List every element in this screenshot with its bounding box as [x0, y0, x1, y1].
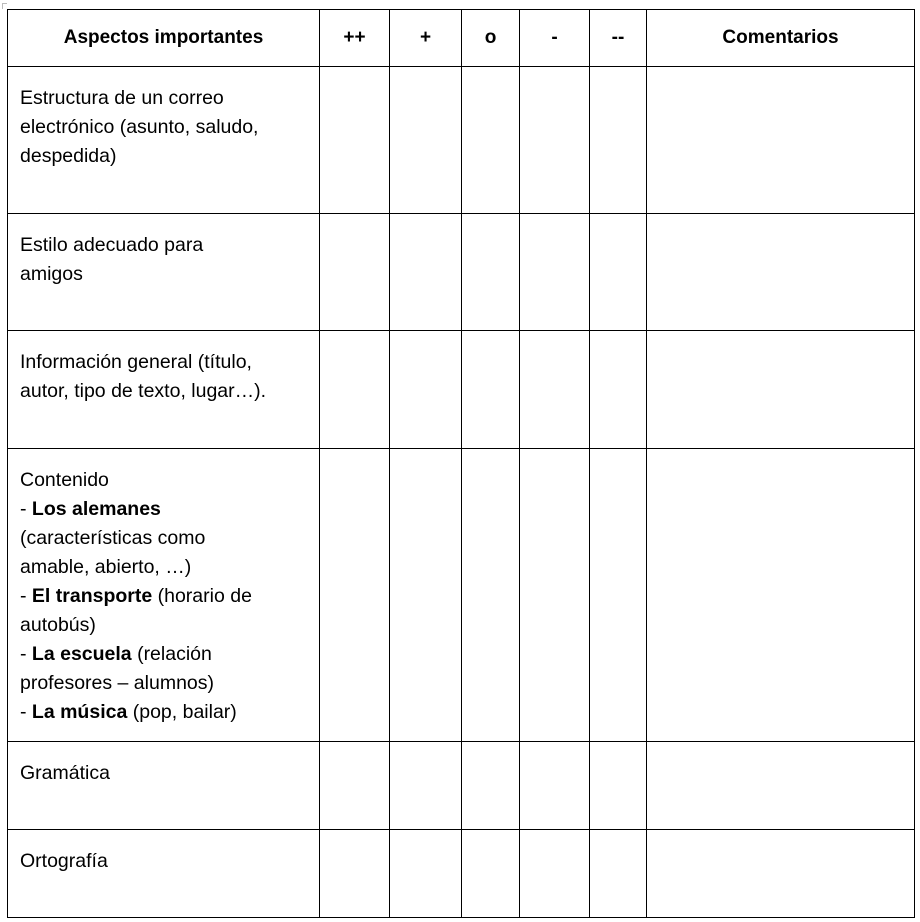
item-rest: (pop, bailar) — [127, 701, 237, 723]
header-row — [8, 10, 915, 67]
rating-cell-good[interactable] — [390, 830, 462, 918]
comment-cell[interactable] — [647, 214, 915, 331]
rating-cell-bad[interactable] — [520, 331, 590, 449]
aspect-cell-structure — [8, 67, 320, 214]
table-row — [8, 830, 915, 918]
aspect-text-line: Información general (título, — [20, 351, 252, 373]
table-row — [8, 67, 915, 214]
aspect-text-line: Estilo adecuado para — [20, 234, 204, 256]
rating-cell-bad[interactable] — [520, 830, 590, 918]
rating-cell-very-good[interactable] — [320, 830, 390, 918]
rating-cell-neutral[interactable] — [462, 449, 520, 742]
comment-cell[interactable] — [647, 449, 915, 742]
table-row — [8, 331, 915, 449]
item-bold: El transporte — [31, 585, 153, 607]
rating-cell-bad[interactable] — [520, 449, 590, 742]
rating-cell-very-bad[interactable] — [590, 67, 647, 214]
rating-cell-neutral[interactable] — [462, 331, 520, 449]
rating-cell-neutral[interactable] — [462, 742, 520, 830]
rating-cell-neutral[interactable] — [462, 67, 520, 214]
aspect-cell-style — [8, 214, 320, 331]
aspect-cell-spelling — [8, 830, 320, 918]
header-very-good: ++ — [320, 10, 390, 67]
comment-cell[interactable] — [647, 331, 915, 449]
comment-cell[interactable] — [647, 742, 915, 830]
rating-cell-good[interactable] — [390, 67, 462, 214]
aspect-text-line: electrónico (asunto, saludo, — [20, 116, 259, 138]
header-very-bad: -- — [590, 10, 647, 67]
header-comments: Comentarios — [647, 10, 915, 67]
comment-cell[interactable] — [647, 830, 915, 918]
rating-cell-very-good[interactable] — [320, 449, 390, 742]
rating-cell-neutral[interactable] — [462, 214, 520, 331]
rating-cell-very-good[interactable] — [320, 742, 390, 830]
aspect-cell-content — [8, 449, 320, 742]
table-row — [8, 449, 915, 742]
content-item — [20, 495, 309, 524]
item-prefix: - — [20, 585, 32, 607]
aspect-text-line: despedida) — [20, 145, 117, 167]
rating-cell-good[interactable] — [390, 214, 462, 331]
evaluation-rubric-table — [7, 9, 915, 918]
aspect-cell-general-info — [8, 331, 320, 449]
rating-cell-good[interactable] — [390, 331, 462, 449]
comment-cell[interactable] — [647, 67, 915, 214]
item-prefix: - — [20, 643, 32, 665]
aspect-cell-grammar — [8, 742, 320, 830]
rating-cell-bad[interactable] — [520, 67, 590, 214]
rating-cell-very-good[interactable] — [320, 331, 390, 449]
content-title: Contenido — [20, 469, 109, 491]
item-bold: Los alemanes — [31, 498, 161, 520]
table-row — [8, 214, 915, 331]
item-bold: La música — [31, 701, 128, 723]
item-prefix: - — [20, 498, 32, 520]
item-rest: (horario de — [152, 585, 252, 607]
header-good: + — [390, 10, 462, 67]
content-item — [20, 582, 309, 611]
header-neutral: o — [462, 10, 520, 67]
content-item — [20, 640, 309, 669]
aspect-text-line: Estructura de un correo — [20, 87, 224, 109]
rating-cell-bad[interactable] — [520, 214, 590, 331]
rating-cell-very-bad[interactable] — [590, 742, 647, 830]
rating-cell-very-bad[interactable] — [590, 449, 647, 742]
aspect-text-line: Ortografía — [20, 850, 108, 872]
item-rest: (relación — [131, 643, 212, 665]
header-aspects: Aspectos importantes — [8, 10, 320, 67]
rating-cell-good[interactable] — [390, 742, 462, 830]
rating-cell-very-bad[interactable] — [590, 214, 647, 331]
content-item-cont: amable, abierto, …) — [20, 556, 192, 578]
rating-cell-neutral[interactable] — [462, 830, 520, 918]
content-item-cont: (características como — [20, 527, 206, 549]
rating-cell-very-bad[interactable] — [590, 331, 647, 449]
aspect-text-line: Gramática — [20, 762, 110, 784]
rating-cell-very-good[interactable] — [320, 67, 390, 214]
rating-cell-good[interactable] — [390, 449, 462, 742]
content-item-cont: autobús) — [20, 614, 96, 636]
rating-cell-very-good[interactable] — [320, 214, 390, 331]
rating-cell-bad[interactable] — [520, 742, 590, 830]
content-item-cont: profesores – alumnos) — [20, 672, 215, 694]
aspect-text-line: autor, tipo de texto, lugar…). — [20, 380, 267, 402]
item-prefix: - — [20, 701, 32, 723]
content-item — [20, 698, 309, 727]
table-row — [8, 742, 915, 830]
item-bold: La escuela — [31, 643, 132, 665]
rating-cell-very-bad[interactable] — [590, 830, 647, 918]
header-bad: - — [520, 10, 590, 67]
aspect-text-line: amigos — [20, 263, 83, 285]
